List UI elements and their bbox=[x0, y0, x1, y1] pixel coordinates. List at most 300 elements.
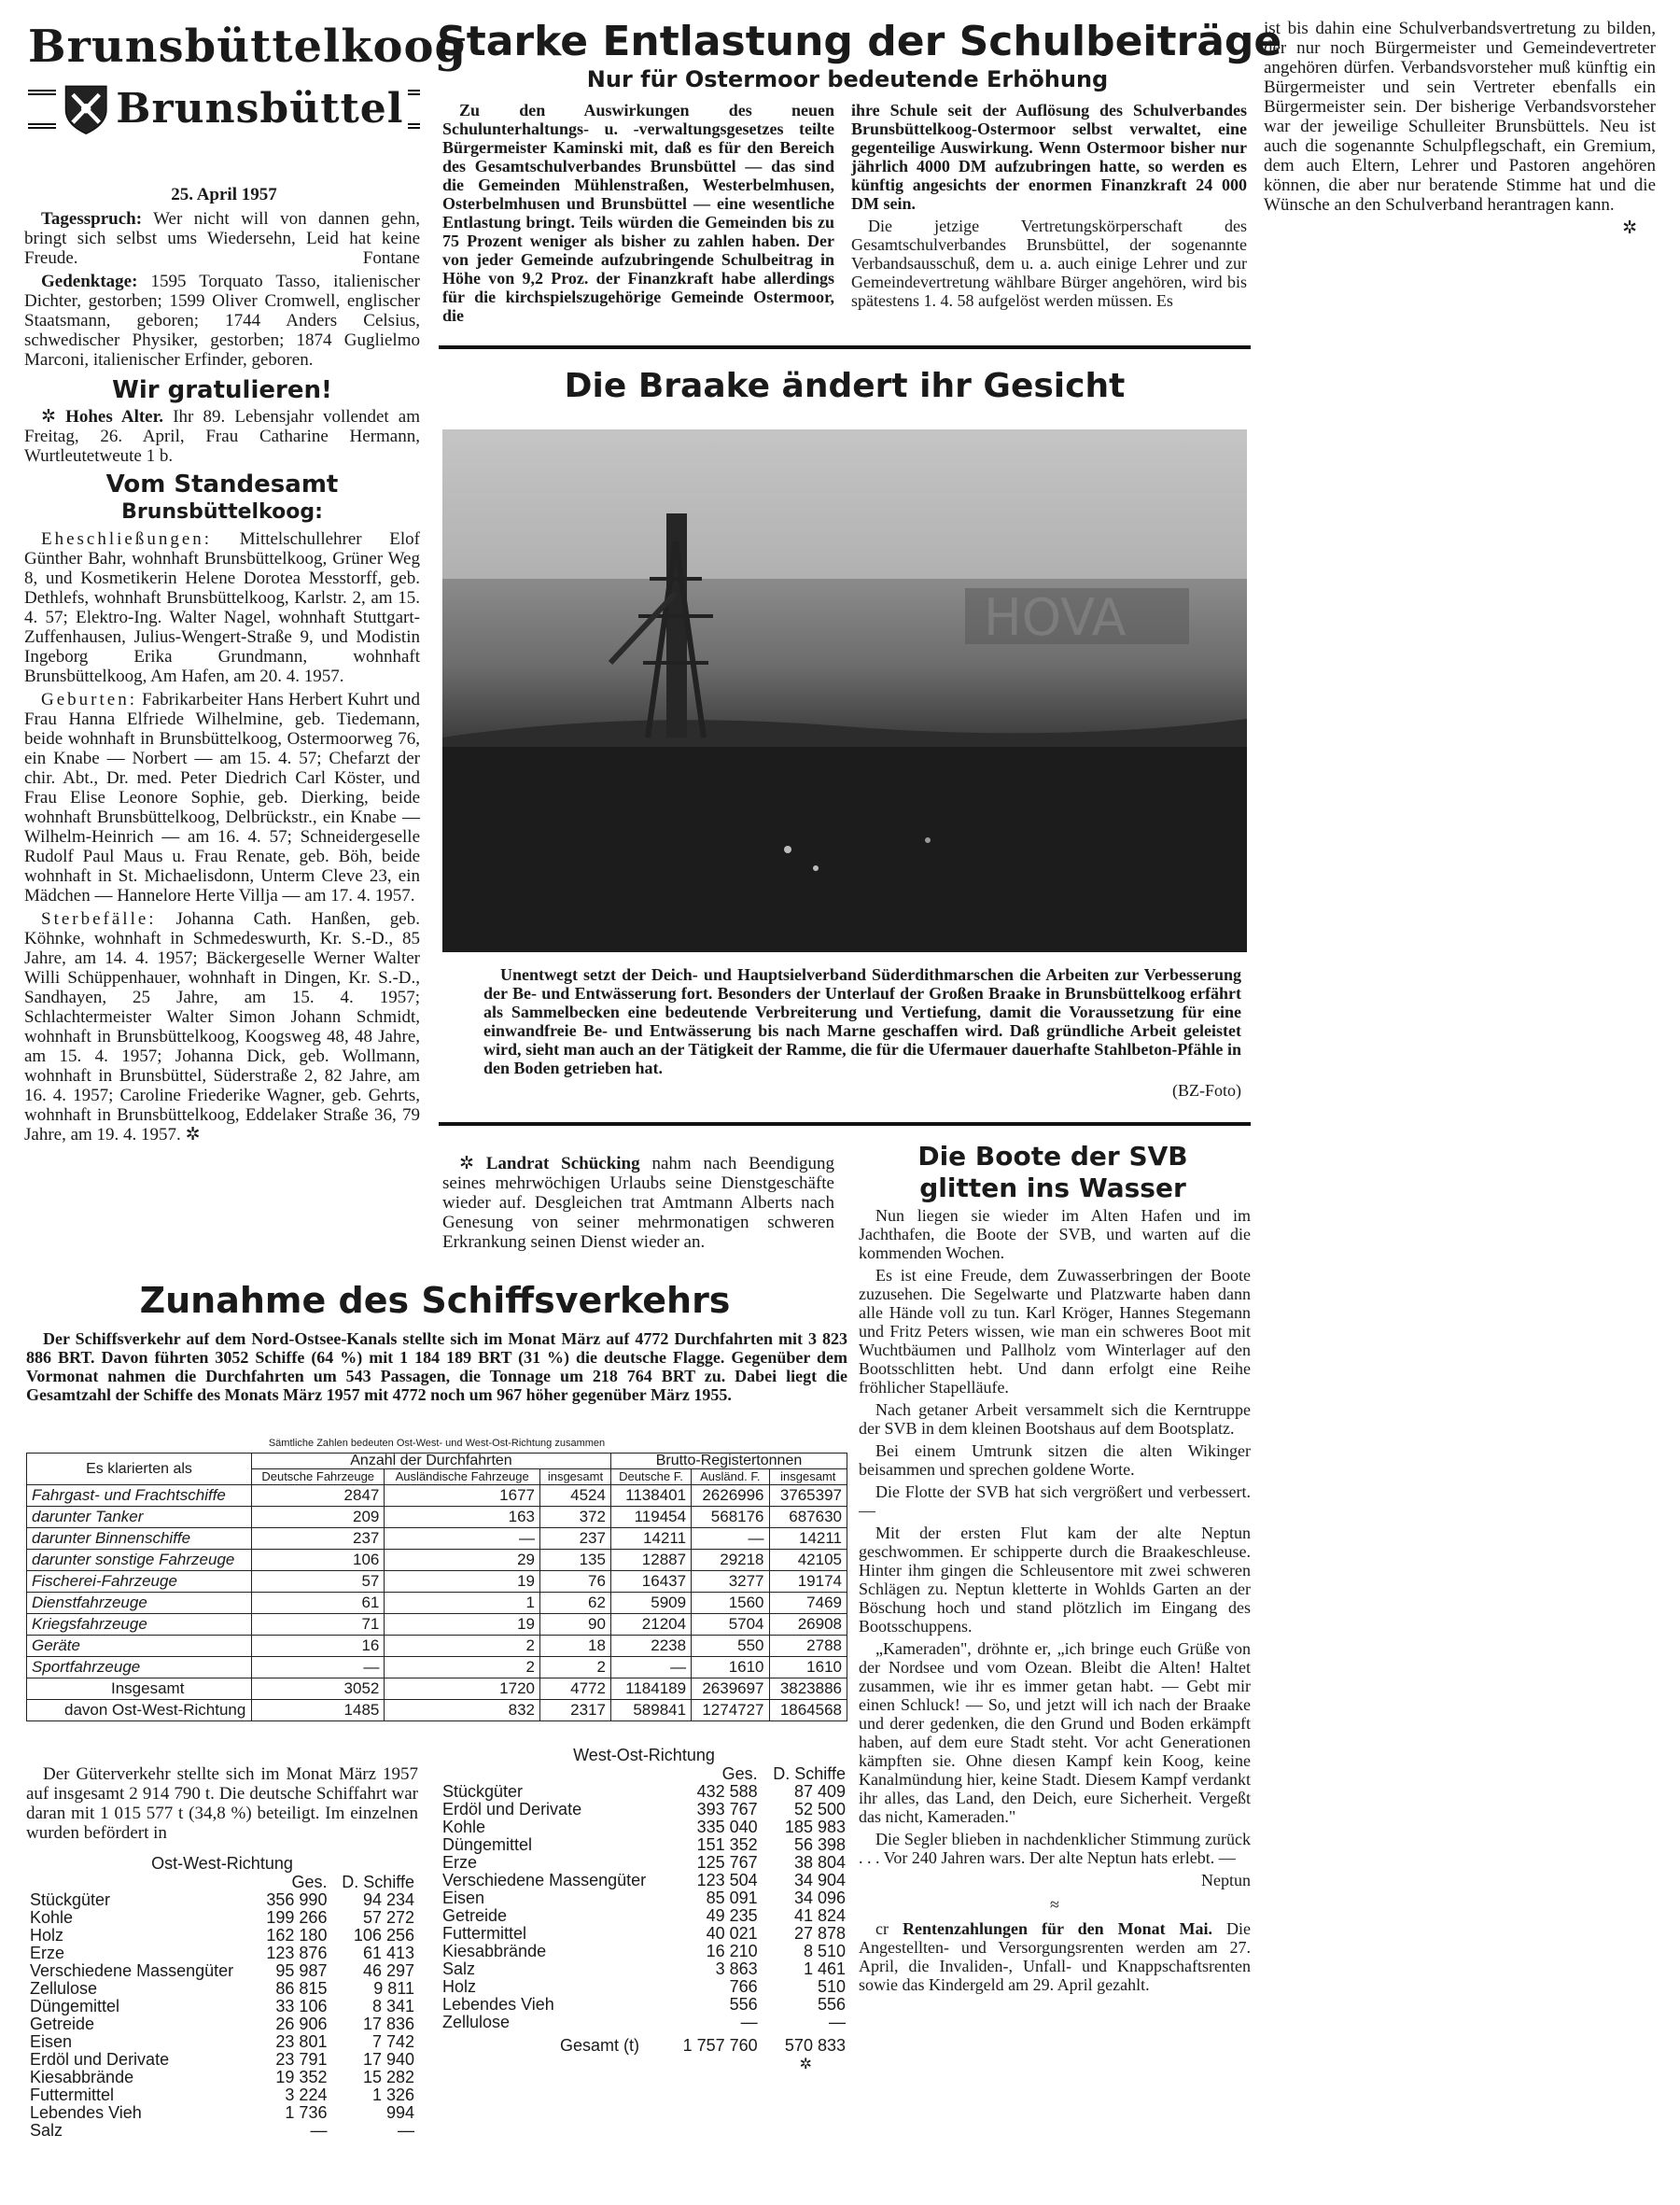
braake-divider bbox=[439, 1122, 1251, 1126]
goods-value: 38 804 bbox=[793, 1853, 846, 1872]
gratulieren-text bbox=[24, 407, 420, 466]
list-item bbox=[439, 2014, 849, 2031]
goods-label: Kohle bbox=[30, 1908, 74, 1927]
table-cell: 4524 bbox=[539, 1485, 610, 1507]
boote-p2: Es ist eine Freude, dem Zuwasserbringen der Boote zuzusehen. Die Segelwarte und Platzwarte haben dann alle Hände voll zu tun. Karl Kröger, Hannes Stegemann und Fritz Peters wissen, wie man ein schweres Boot mit Wuchtbäumen und Pallholz vom Winterlager auf den Bootsschlitten hebt. Und dann erfolgt eine Reihe fröhlicher Stapelläufe. bbox=[859, 1266, 1251, 1397]
separator-ornament: ≈ bbox=[1050, 1895, 1059, 1914]
list-item bbox=[439, 1819, 849, 1836]
goods-label: Salz bbox=[442, 1959, 476, 1978]
goods-value: 27 878 bbox=[793, 1924, 846, 1943]
geburten bbox=[24, 690, 420, 906]
table-note: Sämtliche Zahlen bedeuten Ost-West- und West-Ost-Richtung zusammen bbox=[268, 1438, 606, 1449]
goods-label: Futtermittel bbox=[442, 1924, 527, 1943]
table-cell: 1138401 bbox=[610, 1485, 691, 1507]
standesamt-sub: Brunsbüttelkoog: bbox=[121, 500, 323, 524]
goods-label: Verschiedene Massengüter bbox=[30, 1961, 234, 1980]
table-cell: 119454 bbox=[610, 1507, 691, 1528]
list-item bbox=[439, 1960, 849, 1978]
boote-p7: „Kameraden", dröhnte er, „ich bringe euch Grüße von der Nordsee und vom Ozean. Bleibt die Alten! Haltet zusammen, wie ihr es immer getan habt. — Gebt mir einen Schluck! — So, und jetzt will ich nach der Braake und derer gedenken, die den Grund und Boden erkämpft haben, auf dem eure Stadt steht. Vor acht Generationen kämpften sie. Ohne diesen Kampf kein Koog, keine Kanalmündung hier, keine Stadt. Diesem Kampf verdankt ihr alles, das Land, den Deich, eure Sicherheit. Vergeßt das nicht, Kameraden." bbox=[859, 1639, 1251, 1826]
goods-value: 106 256 bbox=[353, 1926, 414, 1945]
goods-label: Düngemittel bbox=[30, 1997, 120, 2015]
table-cell: 19 bbox=[385, 1571, 540, 1593]
standesamt-heading: Vom Standesamt bbox=[105, 470, 339, 499]
row-label: Sportfahrzeuge bbox=[27, 1657, 252, 1678]
table-row bbox=[27, 1700, 847, 1721]
table-cell: 71 bbox=[252, 1614, 385, 1636]
ow-header: D. Schiffe bbox=[342, 1873, 414, 1891]
gueter-text bbox=[26, 1764, 418, 1847]
table-row bbox=[27, 1528, 847, 1550]
goods-value: 34 904 bbox=[793, 1871, 846, 1889]
schul-col3 bbox=[1264, 19, 1656, 238]
table-cell: 3765397 bbox=[769, 1485, 847, 1507]
table-cell: 237 bbox=[539, 1528, 610, 1550]
wo-header-row bbox=[439, 1765, 849, 1783]
goods-value: 556 bbox=[817, 1995, 846, 2014]
goods-value: 393 767 bbox=[696, 1800, 758, 1819]
goods-value: 994 bbox=[385, 2103, 414, 2122]
table-cell: 1 bbox=[385, 1593, 540, 1614]
goods-value: 7 742 bbox=[371, 2032, 414, 2051]
wo-header: D. Schiffe bbox=[773, 1764, 846, 1783]
tagesspruch bbox=[24, 209, 420, 268]
wo-title: West-Ost-Richtung bbox=[573, 1746, 715, 1764]
table-cell: 3823886 bbox=[769, 1678, 847, 1700]
table-cell: 3052 bbox=[252, 1678, 385, 1700]
list-item bbox=[26, 2051, 418, 2069]
row-label: darunter Tanker bbox=[27, 1507, 252, 1528]
table-cell: 2238 bbox=[610, 1636, 691, 1657]
table-cell: 12887 bbox=[610, 1550, 691, 1571]
gueter-body: Der Güterverkehr stellte sich im Monat März 1957 auf insgesamt 2 914 790 t. Die deutsche Schiffahrt war daran mit 1 015 577 t (34,8 %) beteiligt. Im einzelnen wurden befördert in bbox=[26, 1764, 418, 1843]
table-row bbox=[27, 1657, 847, 1678]
table-cell: — bbox=[252, 1657, 385, 1678]
goods-label: Salz bbox=[30, 2121, 63, 2140]
sub-header: Deutsche Fahrzeuge bbox=[252, 1469, 385, 1485]
goods-label: Erdöl und Derivate bbox=[30, 2050, 170, 2069]
goods-value: 94 234 bbox=[362, 1890, 414, 1909]
masthead bbox=[28, 21, 468, 161]
gratulieren-lead: Hohes Alter. bbox=[65, 407, 164, 427]
table-cell: 1720 bbox=[385, 1678, 540, 1700]
table-cell: 19174 bbox=[769, 1571, 847, 1593]
tagesspruch-text: Wer nicht will von dannen gehn, bringt sich selbst ums Wiedersehn, Leid hat keine Freude. bbox=[24, 209, 420, 268]
ehe-text: Mittelschullehrer Elof Günther Bahr, wohnhaft Brunsbüttelkoog, Grüner Weg 8, und Kosmetikerin Helene Dorotea Messtorff, geb. Dethlefs, wohnhaft Brunsbüttelkoog, Karlstr. 2, am 15. 4. 57; Elektro-Ing. Walter Nagel, wohnhaft Stuttgart-Zuffenhausen, Julius-Wengert-Straße 9, und Modistin Ingeborg Erika Grundmann, wohnhaft Brunsbüttelkoog, Am Hafen, am 20. 4. 1957. bbox=[24, 529, 421, 686]
braake-caption-text: Unentwegt setzt der Deich- und Hauptsielverband Süderdithmarschen die Arbeiten zur Verbesserung der Be- und Entwässerung fort. Besonders der Unterlauf der Großen Braake in Brunsbüttelkoog erfährt als Sammelbecken eine bedeutende Verbreiterung und Vertiefung, damit die Voraussetzung für eine einwandfreie Be- und Entwässerung bis nach Marne geschaffen wird. Daß gründliche Arbeit geleistet wird, sieht man auch an der Tätigkeit der Ramme, die für die Ufermauer dauerhafte Stahlbeton-Pfähle in den Boden getrieben hat. bbox=[483, 965, 1241, 1077]
list-item bbox=[26, 1962, 418, 1980]
geb-text: Fabrikarbeiter Hans Herbert Kuhrt und Frau Hanna Elfriede Wilhelmine, geb. Tiedemann, beide wohnhaft in Brunsbüttelkoog, Ostermoorweg 76, ein Knabe — Norbert — am 15. 4. 57; Chefarzt der chir. Abt., Dr. med. Peter Diedrich Carl Köster, und Frau Elise Leonore Sophie, geb. Dierking, beide wohnhaft Brunsbüttelkoog, Delbrückstr., ein Knabe — Wilhelm-Heinrich — am 16. 4. 57; Schneidergeselle Rudolf Paul Maus u. Frau Renate, geb. Böh, beide wohnhaft in St. Michaelisdonn, Unterm Cleve 23, ein Mädchen — Hannelore Herte Villja — am 17. 4. 1957. bbox=[24, 690, 421, 906]
list-item bbox=[26, 2122, 418, 2140]
landrat-lead: Landrat Schücking bbox=[485, 1154, 640, 1173]
table-cell: 29 bbox=[385, 1550, 540, 1571]
goods-label: Lebendes Vieh bbox=[442, 1995, 554, 2014]
goods-value: 1 326 bbox=[371, 2086, 414, 2104]
list-item bbox=[26, 2104, 418, 2122]
list-item bbox=[26, 1909, 418, 1927]
table-row bbox=[27, 1571, 847, 1593]
goods-value: 49 235 bbox=[706, 1906, 758, 1925]
sub-header: Ausländ. F. bbox=[692, 1469, 769, 1485]
row-label: davon Ost-West-Richtung bbox=[27, 1700, 252, 1721]
boote-heading-line2: glitten ins Wasser bbox=[919, 1173, 1186, 1203]
goods-label: Kohle bbox=[442, 1818, 486, 1836]
goods-label: Erdöl und Derivate bbox=[442, 1800, 582, 1819]
gedenktage-text: 1595 Torquato Tasso, italienischer Dichter, gestorben; 1599 Oliver Cromwell, englischer Staatsmann, geboren; 1744 Anders Celsius, schwedischer Physiker, gestorben; 1874 Guglielmo Marconi, italienischer Erfinder, geboren. bbox=[24, 272, 421, 370]
goods-value: 23 801 bbox=[275, 2032, 328, 2051]
schul-col2b: Die jetzige Vertretungskörperschaft des Gesamtschulverbandes Brunsbüttel, der sogenannte Verbandsausschuß, dem u. a. auch einige Lehrer und zur Gemeindevertretung wählbare Bürger angehören, wird bis spätestens 1. 4. 58 aufgelöst werden müssen. Es bbox=[851, 217, 1247, 310]
goods-label: Zellulose bbox=[30, 1979, 98, 1998]
ship-table bbox=[26, 1453, 847, 1721]
sterbefaelle bbox=[24, 909, 420, 1145]
goods-value: 16 210 bbox=[706, 1942, 758, 1960]
table-cell: 106 bbox=[252, 1550, 385, 1571]
table-cell: 16 bbox=[252, 1636, 385, 1657]
list-item bbox=[439, 1854, 849, 1872]
boote-p6: Mit der ersten Flut kam der alte Neptun geschwommen. Er schipperte durch die Braakeschleuse. Hinter ihm gingen die Schleusentore mit zwei schweren Schlägen zu. Neptun kletterte in Wohlds Garten an der Böschung hoch und stand plötzlich im Eingang des Bootsschuppens. bbox=[859, 1524, 1251, 1636]
wo-total-label: Gesamt (t) bbox=[560, 2036, 640, 2055]
goods-label: Eisen bbox=[30, 2032, 73, 2051]
row-label: Kriegsfahrzeuge bbox=[27, 1614, 252, 1636]
boote-body bbox=[859, 1206, 1251, 1998]
table-cell: 2 bbox=[385, 1636, 540, 1657]
wo-table-wrap bbox=[439, 1746, 849, 2072]
goods-value: 52 500 bbox=[793, 1800, 846, 1819]
table-row bbox=[27, 1636, 847, 1657]
table-cell: 1184189 bbox=[610, 1678, 691, 1700]
goods-value: 8 341 bbox=[371, 1997, 414, 2015]
goods-value: — bbox=[829, 2013, 846, 2031]
row-label: Insgesamt bbox=[27, 1678, 252, 1700]
braake-caption bbox=[483, 965, 1241, 1100]
list-item bbox=[26, 2086, 418, 2104]
ship-table-group-row bbox=[27, 1454, 847, 1469]
goods-label: Erze bbox=[30, 1944, 65, 1962]
table-cell: 2788 bbox=[769, 1636, 847, 1657]
ow-title: Ost-West-Richtung bbox=[151, 1854, 293, 1873]
goods-label: Eisen bbox=[442, 1889, 485, 1907]
landrat-body: nahm nach Beendigung seines mehrwöchigen Urlaubs seine Dienstgeschäfte wieder auf. Desgleichen trat Amtmann Alberts nach Genesung von seiner mehrmonatigen schweren Erkrankung seinen Dienst wieder an. bbox=[442, 1154, 834, 1252]
table-cell: 76 bbox=[539, 1571, 610, 1593]
table-cell: 5704 bbox=[692, 1614, 769, 1636]
list-item bbox=[439, 1943, 849, 1960]
braake-photo bbox=[442, 429, 1247, 952]
goods-value: 125 767 bbox=[696, 1853, 758, 1872]
goods-value: — bbox=[398, 2121, 414, 2140]
goods-value: 19 352 bbox=[275, 2068, 328, 2086]
svg-text:HOVA: HOVA bbox=[984, 588, 1127, 647]
list-item bbox=[439, 1783, 849, 1801]
star-icon: ✲ bbox=[799, 2055, 812, 2072]
list-item bbox=[439, 1889, 849, 1907]
table-cell: 14211 bbox=[769, 1528, 847, 1550]
schiff-heading: Zunahme des Schiffsverkehrs bbox=[139, 1280, 731, 1321]
table-cell: 135 bbox=[539, 1550, 610, 1571]
goods-value: 87 409 bbox=[793, 1782, 846, 1801]
list-item bbox=[439, 1836, 849, 1854]
boote-p4: Bei einem Umtrunk sitzen die alten Wikinger beisammen und sprechen goldene Worte. bbox=[859, 1441, 1251, 1479]
table-cell: 163 bbox=[385, 1507, 540, 1528]
table-cell: 1864568 bbox=[769, 1700, 847, 1721]
table-cell: 7469 bbox=[769, 1593, 847, 1614]
goods-value: 556 bbox=[729, 1995, 758, 2014]
ow-header: Ges. bbox=[291, 1873, 328, 1891]
ehe-label: Eheschließungen: bbox=[41, 529, 213, 549]
table-cell: 687630 bbox=[769, 1507, 847, 1528]
table-cell: 29218 bbox=[692, 1550, 769, 1571]
table-row bbox=[27, 1593, 847, 1614]
goods-label: Kiesabbrände bbox=[442, 1942, 547, 1960]
row-label: Fahrgast- und Frachtschiffe bbox=[27, 1485, 252, 1507]
geb-label: Geburten: bbox=[41, 690, 137, 709]
table-cell: 1274727 bbox=[692, 1700, 769, 1721]
table-cell: — bbox=[692, 1528, 769, 1550]
table-cell: 42105 bbox=[769, 1550, 847, 1571]
table-cell: 2847 bbox=[252, 1485, 385, 1507]
ow-table-body bbox=[26, 1891, 418, 2140]
pile-driver-image bbox=[442, 429, 1247, 952]
list-item bbox=[439, 1907, 849, 1925]
list-item bbox=[26, 2033, 418, 2051]
goods-value: 23 791 bbox=[275, 2050, 328, 2069]
goods-label: Kiesabbrände bbox=[30, 2068, 134, 2086]
goods-value: 61 413 bbox=[362, 1944, 414, 1962]
row-label: darunter sonstige Fahrzeuge bbox=[27, 1550, 252, 1571]
schiff-lead bbox=[26, 1329, 847, 1408]
table-cell: 14211 bbox=[610, 1528, 691, 1550]
table-cell: 237 bbox=[252, 1528, 385, 1550]
gratulieren-heading: Wir gratulieren! bbox=[112, 376, 332, 404]
masthead-row2 bbox=[28, 75, 420, 144]
ship-table-wrap bbox=[26, 1453, 847, 1721]
goods-value: 9 811 bbox=[373, 1979, 414, 1998]
table-cell: 2626996 bbox=[692, 1485, 769, 1507]
table-cell: 2317 bbox=[539, 1700, 610, 1721]
table-cell: 2639697 bbox=[692, 1678, 769, 1700]
table-cell: 26908 bbox=[769, 1614, 847, 1636]
goods-label: Holz bbox=[442, 1977, 477, 1996]
table-row bbox=[27, 1678, 847, 1700]
wo-total-ges: 1 757 760 bbox=[682, 2036, 758, 2055]
goods-label: Düngemittel bbox=[442, 1835, 533, 1854]
renten-text bbox=[859, 1919, 1251, 1994]
sterbe-label: Sterbefälle: bbox=[41, 909, 157, 929]
goods-value: 95 987 bbox=[275, 1961, 328, 1980]
list-item bbox=[26, 1980, 418, 1998]
goods-value: 356 990 bbox=[266, 1890, 328, 1909]
boote-p1: Nun liegen sie wieder im Alten Hafen und im Jachthafen, die Boote der SVB, und warten auf die kommenden Wochen. bbox=[859, 1206, 1251, 1262]
list-item bbox=[26, 1945, 418, 1962]
landrat-note bbox=[442, 1154, 834, 1256]
goods-label: Stückgüter bbox=[30, 1890, 111, 1909]
table-cell: 1610 bbox=[692, 1657, 769, 1678]
table-cell: 62 bbox=[539, 1593, 610, 1614]
table-row bbox=[27, 1507, 847, 1528]
schul-divider bbox=[439, 345, 1251, 349]
ow-header-row bbox=[26, 1874, 418, 1891]
table-row bbox=[27, 1550, 847, 1571]
list-item bbox=[26, 1891, 418, 1909]
gedenktage-label: Gedenktage: bbox=[41, 272, 138, 291]
left-column bbox=[24, 209, 420, 1148]
masthead-line1: Brunsbüttelkoog bbox=[28, 21, 468, 73]
star-icon: ✲ bbox=[41, 406, 56, 427]
group1-header: Anzahl der Durchfahrten bbox=[252, 1454, 611, 1469]
goods-label: Getreide bbox=[30, 2015, 95, 2033]
schul-col1-text: Zu den Auswirkungen des neuen Schulunterhaltungs- u. -verwaltungsgesetzes teilte Bürgermeister Kaminski mit, daß es für den Bereich des Gesamtschulverbandes Brunsbüttel — das sind die Gemeinden Mühlenstraßen, Westerbelmhusen, Osterbelmhusen und Brunsbüttel — eine wesentliche Entlastung bringt. Teils würden die Gemeinden bis zu 75 Prozent weniger als bisher zu zahlen haben. Der von jeder Gemeinde aufzubringende Schulbeitrag in Höhe von 9,2 Proz. der Finanzkraft habe allerdings für die kirchspielszugehörige Gemeinde Ostermoor, die bbox=[442, 101, 834, 325]
list-item bbox=[439, 1872, 849, 1889]
table-cell: 4772 bbox=[539, 1678, 610, 1700]
landrat-text bbox=[442, 1154, 834, 1252]
table-cell: 550 bbox=[692, 1636, 769, 1657]
list-item bbox=[439, 1925, 849, 1943]
list-item bbox=[26, 1998, 418, 2015]
issue-date: 25. April 1957 bbox=[171, 185, 277, 204]
boote-p8: Die Segler blieben in nachdenklicher Stimmung zurück . . . Vor 240 Jahren wars. Der alte Neptun hats erlebt. — bbox=[859, 1830, 1251, 1867]
eheschliessungen bbox=[24, 529, 420, 686]
goods-value: 123 876 bbox=[266, 1944, 328, 1962]
goods-value: 432 588 bbox=[696, 1782, 758, 1801]
sub-header: Deutsche F. bbox=[610, 1469, 691, 1485]
ow-table bbox=[26, 1874, 418, 2140]
goods-value: 3 863 bbox=[715, 1959, 758, 1978]
list-item bbox=[26, 1927, 418, 1945]
masthead-rule-right bbox=[408, 90, 420, 129]
table-cell: — bbox=[385, 1528, 540, 1550]
table-row bbox=[27, 1614, 847, 1636]
renten-lead: Rentenzahlungen für den Monat Mai. bbox=[902, 1919, 1213, 1938]
tagesspruch-label: Tagesspruch: bbox=[41, 209, 143, 229]
goods-label: Lebendes Vieh bbox=[30, 2103, 142, 2122]
goods-label: Zellulose bbox=[442, 2013, 511, 2031]
gedenktage bbox=[24, 272, 420, 370]
wo-table bbox=[439, 1765, 849, 2055]
goods-value: 162 180 bbox=[266, 1926, 328, 1945]
list-item bbox=[439, 1996, 849, 2014]
goods-value: 3 224 bbox=[285, 2086, 328, 2104]
wo-header: Ges. bbox=[721, 1764, 758, 1783]
goods-label: Verschiedene Massengüter bbox=[442, 1871, 647, 1889]
list-item bbox=[439, 1978, 849, 1996]
schul-col2 bbox=[851, 101, 1247, 314]
braake-credit: (BZ-Foto) bbox=[1172, 1081, 1241, 1100]
goods-value: 46 297 bbox=[362, 1961, 414, 1980]
table-cell: 21204 bbox=[610, 1614, 691, 1636]
masthead-rule-left bbox=[28, 90, 56, 129]
table-cell: 19 bbox=[385, 1614, 540, 1636]
row-label: darunter Binnenschiffe bbox=[27, 1528, 252, 1550]
table-cell: 832 bbox=[385, 1700, 540, 1721]
goods-label: Futtermittel bbox=[30, 2086, 115, 2104]
goods-value: 510 bbox=[817, 1977, 846, 1996]
goods-value: 17 940 bbox=[362, 2050, 414, 2069]
table-cell: 16437 bbox=[610, 1571, 691, 1593]
col-label-header: Es klarierten als bbox=[27, 1454, 252, 1485]
goods-value: 15 282 bbox=[362, 2068, 414, 2086]
goods-value: 85 091 bbox=[706, 1889, 758, 1907]
row-label: Dienstfahrzeuge bbox=[27, 1593, 252, 1614]
tagesspruch-author: Fontane bbox=[362, 248, 420, 268]
goods-value: 151 352 bbox=[696, 1835, 758, 1854]
goods-value: 1 736 bbox=[285, 2103, 328, 2122]
braake-heading: Die Braake ändert ihr Gesicht bbox=[564, 367, 1126, 405]
boote-heading-line1: Die Boote der SVB bbox=[917, 1141, 1188, 1172]
table-cell: 1485 bbox=[252, 1700, 385, 1721]
table-cell: 372 bbox=[539, 1507, 610, 1528]
table-cell: 3277 bbox=[692, 1571, 769, 1593]
sub-header: insgesamt bbox=[769, 1469, 847, 1485]
goods-value: 57 272 bbox=[362, 1908, 414, 1927]
group2-header: Brutto-Registertonnen bbox=[610, 1454, 847, 1469]
boote-p5: Die Flotte der SVB hat sich vergrößert und verbessert. — bbox=[859, 1482, 1251, 1520]
gratulieren-body: Ihr 89. Lebensjahr vollendet am Freitag, 26. April, Frau Catharine Hermann, Wurtleutetweute 1 b. bbox=[24, 407, 421, 466]
table-cell: 2 bbox=[539, 1657, 610, 1678]
star-icon: ✲ bbox=[185, 1124, 201, 1145]
wo-total-ds: 570 833 bbox=[784, 2036, 846, 2055]
schul-heading: Starke Entlastung der Schulbeiträge bbox=[437, 18, 1282, 65]
wo-table-body bbox=[439, 1783, 849, 2031]
table-cell: 589841 bbox=[610, 1700, 691, 1721]
goods-value: 123 504 bbox=[696, 1871, 758, 1889]
wo-total-row bbox=[439, 2031, 849, 2055]
goods-value: 17 836 bbox=[362, 2015, 414, 2033]
goods-value: 40 021 bbox=[706, 1924, 758, 1943]
goods-value: — bbox=[310, 2121, 328, 2140]
table-cell: 61 bbox=[252, 1593, 385, 1614]
table-row bbox=[27, 1485, 847, 1507]
sub-header: insgesamt bbox=[539, 1469, 610, 1485]
goods-value: 185 983 bbox=[784, 1818, 846, 1836]
schiff-lead-text: Der Schiffsverkehr auf dem Nord-Ostsee-Kanals stellte sich im Monat März auf 4772 Durchfahrten mit 3 823 886 BRT. Davon führten 3052 Schiffe (64 %) mit 1 184 189 BRT (31 %) die deutsche Flagge. Gegenüber dem Vormonat nahmen die Durchfahrten um 543 Passagen, die Tonnage um 218 764 BRT zu. Dabei liegt die Gesamtzahl der Schiffe des Monats März 1957 mit 4772 noch um 967 höher gegenüber März 1955. bbox=[26, 1329, 847, 1404]
schul-col2a: ihre Schule seit der Auflösung des Schulverbandes Brunsbüttelkoog-Ostermoor selbst verwaltet, eine gegenteilige Auswirkung. Wenn Ostermoor bisher nur jährlich 4000 DM aufzubringen hatte, so werden es künftig angesichts der enormen Finanzkraft 24 000 DM sein. bbox=[851, 101, 1247, 213]
table-cell: 209 bbox=[252, 1507, 385, 1528]
renten-body: Die Angestellten- und Versorgungsrenten werden am 27. April, die Invaliden-, Unfall- und Knappschaftsrenten sowie das Kindergeld am 29. April gezahlt. bbox=[859, 1919, 1252, 1994]
table-cell: — bbox=[610, 1657, 691, 1678]
table-cell: 5909 bbox=[610, 1593, 691, 1614]
row-label: Fischerei-Fahrzeuge bbox=[27, 1571, 252, 1593]
schul-col3-text: ist bis dahin eine Schulverbandsvertretung zu bilden, der nur noch Bürgermeister und Gemeindevertreter angehören dürfen. Verbandsvorsteher muß künftig ein Bürgermeister und sein Vertreter ebenfalls ein Bürgermeister sein. Der bisherige Verbandsvorsteher war der jeweilige Schulleiter Brunsbüttels. Neu ist auch die sogenannte Schulpflegschaft, ein Gremium, dem auch Eltern, Lehrer und Pastoren angehören können, die aber nur beratende Stimme hat und die Wünsche an den Schulverband herantragen kann. bbox=[1264, 19, 1656, 215]
table-cell: 2 bbox=[385, 1657, 540, 1678]
boote-author: Neptun bbox=[1201, 1871, 1251, 1889]
table-cell: 1560 bbox=[692, 1593, 769, 1614]
coat-of-arms-icon bbox=[62, 75, 110, 144]
goods-value: — bbox=[740, 2013, 758, 2031]
goods-label: Erze bbox=[442, 1853, 478, 1872]
goods-value: 766 bbox=[729, 1977, 758, 1996]
schul-col1 bbox=[442, 101, 834, 329]
goods-label: Stückgüter bbox=[442, 1782, 524, 1801]
goods-value: 1 461 bbox=[803, 1959, 846, 1978]
table-cell: 18 bbox=[539, 1636, 610, 1657]
goods-label: Getreide bbox=[442, 1906, 508, 1925]
table-cell: 90 bbox=[539, 1614, 610, 1636]
list-item bbox=[439, 1801, 849, 1819]
goods-value: 199 266 bbox=[266, 1908, 328, 1927]
row-label: Geräte bbox=[27, 1636, 252, 1657]
ow-table-wrap bbox=[26, 1854, 418, 2140]
list-item bbox=[26, 2069, 418, 2086]
goods-value: 33 106 bbox=[275, 1997, 328, 2015]
table-cell: 568176 bbox=[692, 1507, 769, 1528]
sterbe-text: Johanna Cath. Hanßen, geb. Köhnke, wohnhaft in Schmedeswurth, Kr. S.-D., 85 Jahre, am 14. 4. 1957; Bäckergeselle Werner Walter Willi Schüppenhauer, wohnhaft in Dingen, Kr. S.-D., Sandhayen, 25 Jahre, am 15. 4. 1957; Schlachtermeister Walter Simon Johann Schmidt, wohnhaft in Brunsbüttelkoog, Koogsweg 48, 48 Jahre, am 15. 4. 1957; Johanna Dick, geb. Wollmann, wohnhaft in Brunsbüttel, Süderstraße 2, 82 Jahre, am 16. 4. 1957; Caroline Friederike Wagner, geb. Gehrts, wohnhaft in Brunsbüttelkoog, Eddelaker Straße 36, 79 Jahre, am 19. 4. 1957. bbox=[24, 909, 420, 1145]
schul-subheading: Nur für Ostermoor bedeutende Erhöhung bbox=[586, 66, 1109, 92]
goods-value: 41 824 bbox=[793, 1906, 846, 1925]
goods-value: 26 906 bbox=[275, 2015, 328, 2033]
star-icon: ✲ bbox=[1622, 218, 1637, 238]
goods-value: 335 040 bbox=[696, 1818, 758, 1836]
sub-header: Ausländische Fahrzeuge bbox=[385, 1469, 540, 1485]
star-icon: ✲ bbox=[459, 1153, 474, 1173]
boote-p3: Nach getaner Arbeit versammelt sich die Kerntruppe der SVB in dem kleinen Bootshaus auf dem Bootsplatz. bbox=[859, 1400, 1251, 1438]
